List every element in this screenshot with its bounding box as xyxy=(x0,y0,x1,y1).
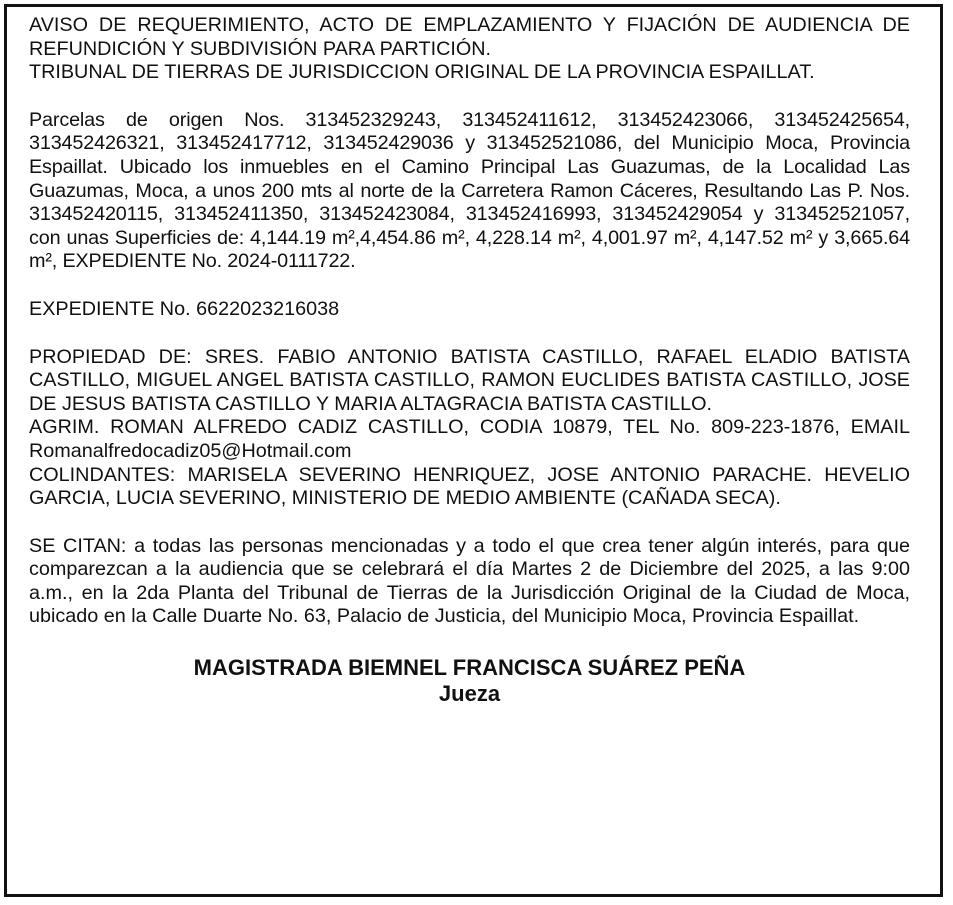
spacer xyxy=(29,629,910,655)
spacer xyxy=(29,274,910,298)
tribunal-heading: TRIBUNAL DE TIERRAS DE JURISDICCION ORIGINAL DE LA PROVINCIA ESPAILLAT. xyxy=(29,61,815,84)
citacion-paragraph: SE CITAN: a todas las personas mencionadas y a todo el que crea tener algún interés, para que comparezcan a la audiencia que se celebrará el día Martes 2 de Diciembre del 2025, a las 9:00 a.m., en la 2da Planta del Tribunal de Tierras de la Jurisdicción Original de la Ciudad de Moca, ubicado en la Calle Duarte No. 63, Palacio de Justicia, del Municipio Moca, Provincia Espaillat. xyxy=(29,534,910,628)
colindantes-paragraph: COLINDANTES: MARISELA SEVERINO HENRIQUEZ, JOSE ANTONIO PARACHE. HEVELIO GARCIA, LUCIA SEVERINO, MINISTERIO DE MEDIO AMBIENTE (CAÑADA SECA). xyxy=(29,463,910,510)
signature-name: MAGISTRADA BIEMNEL FRANCISCA SUÁREZ PEÑA xyxy=(193,655,746,681)
expediente-line: EXPEDIENTE No. 6622023216038 xyxy=(29,297,340,320)
parcelas-paragraph: Parcelas de origen Nos. 313452329243, 313452411612, 313452423066, 313452425654, 313452426321, 313452417712, 313452429036 y 313452521086, del Municipio Moca, Provincia Espaillat. Ubicado los inmuebles en el Camino Principal Las Guazumas, de la Localidad Las Guazumas, Moca, a unos 200 mts al norte de la Carretera Ramon Cáceres, Resultando Las P. Nos. 313452420115, 313452411350, 313452423084, 313452416993, 313452429054 y 313452521057, con unas Superficies de: 4,144.19 m²,4,454.86 m², 4,228.14 m², 4,001.97 m², 4,147.52 m² y 3,665.64 m², EXPEDIENTE No. 2024-0111722. xyxy=(29,108,910,273)
spacer xyxy=(29,322,910,346)
agrimensor-paragraph: AGRIM. ROMAN ALFREDO CADIZ CASTILLO, CODIA 10879, TEL No. 809-223-1876, EMAIL Romanalfredocadiz05@Hotmail.com xyxy=(29,416,910,462)
notice-title: AVISO DE REQUERIMIENTO, ACTO DE EMPLAZAMIENTO Y FIJACIÓN DE AUDIENCIA DE REFUNDICIÓN Y SUBDIVISIÓN PARA PARTICIÓN. xyxy=(29,14,910,60)
spacer xyxy=(29,85,910,109)
propiedad-paragraph: PROPIEDAD DE: SRES. FABIO ANTONIO BATISTA CASTILLO, RAFAEL ELADIO BATISTA CASTILLO, MIGUEL ANGEL BATISTA CASTILLO, RAMON EUCLIDES BATISTA CASTILLO, JOSE DE JESUS BATISTA CASTILLO Y MARIA ALTAGRACIA BATISTA CASTILLO. xyxy=(29,345,910,415)
signature-title: Jueza xyxy=(438,681,501,707)
legal-notice xyxy=(4,4,943,897)
spacer xyxy=(29,511,910,535)
